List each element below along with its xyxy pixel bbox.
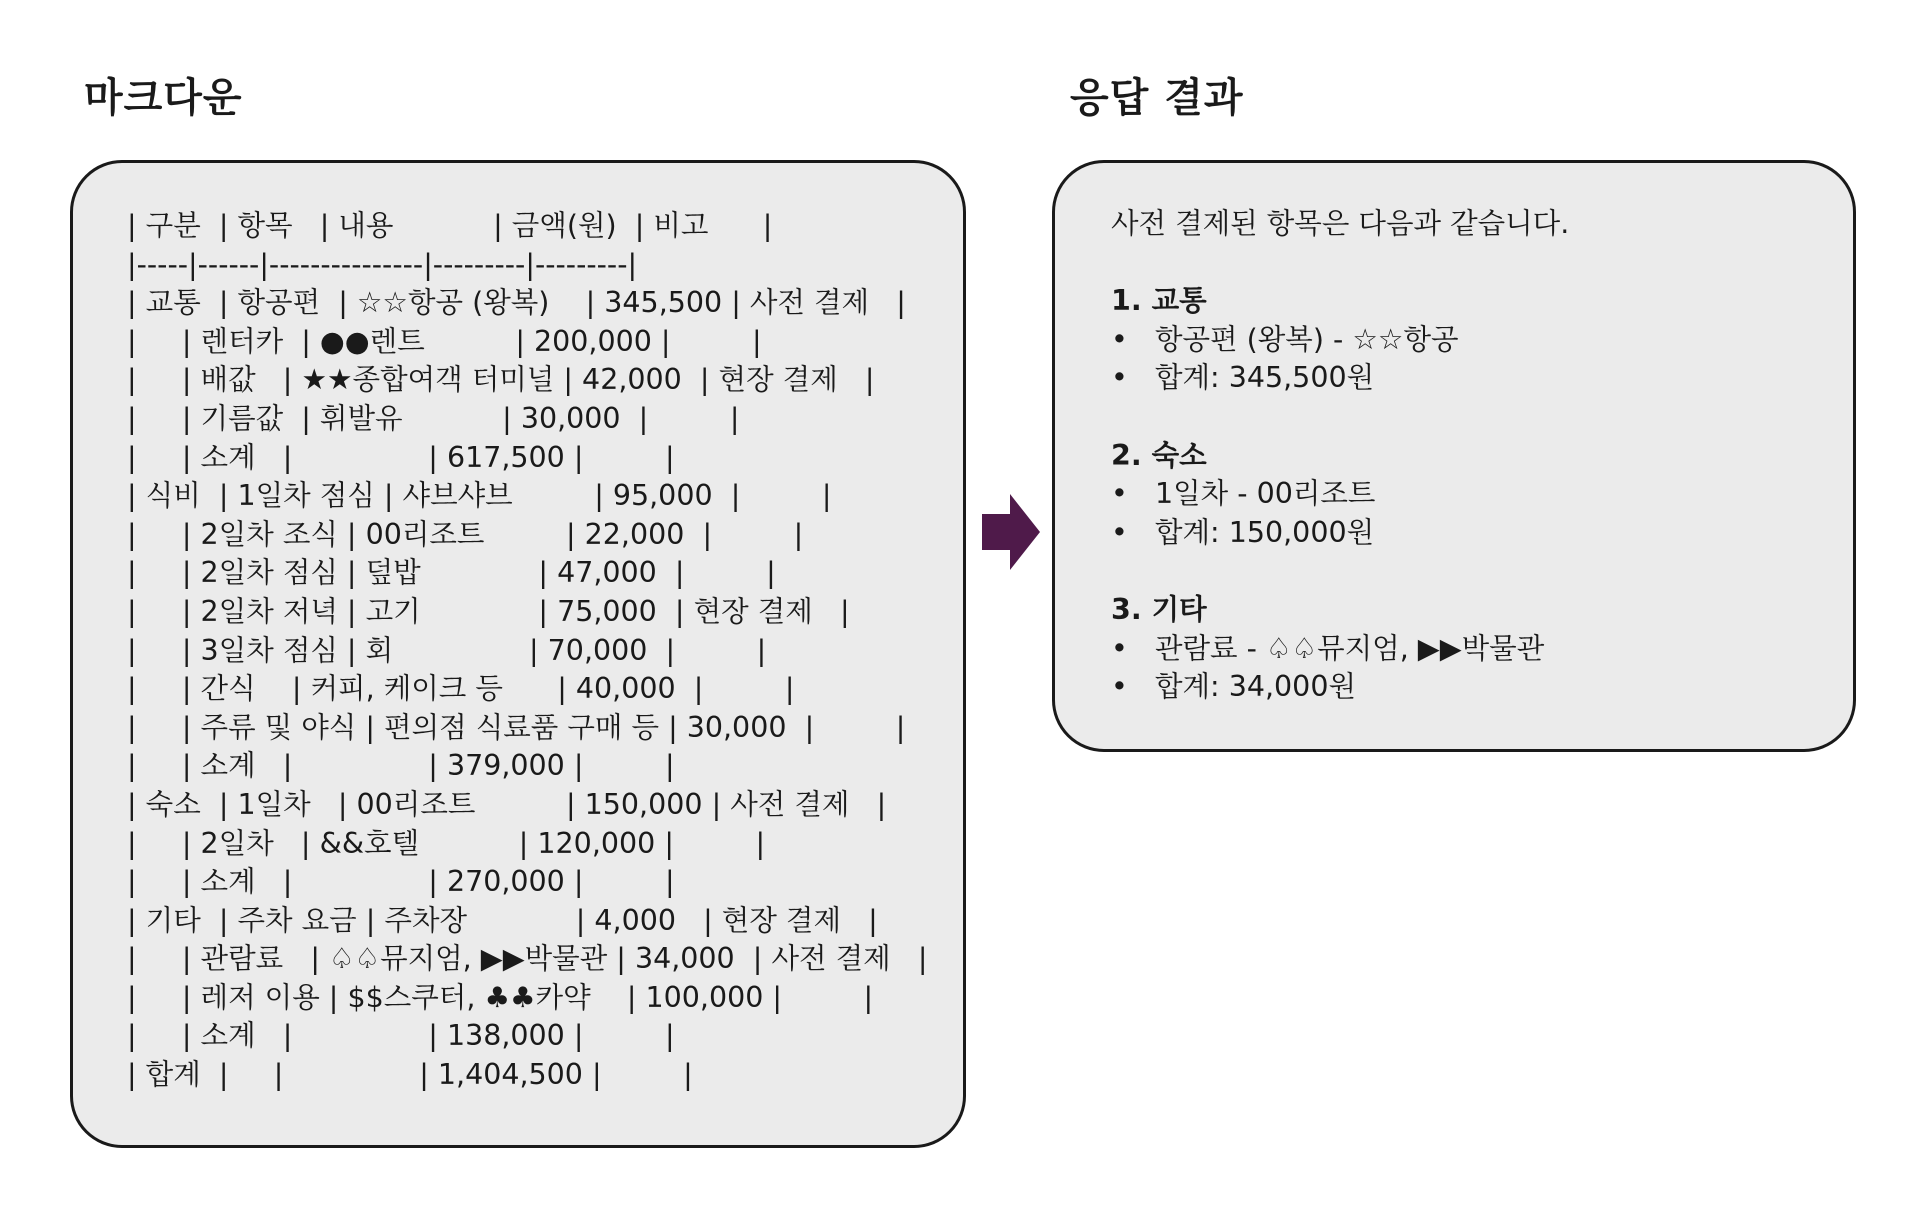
markdown-line: | 구분 | 항목 | 내용 | 금액(원) | 비고 | [127,209,773,242]
bullet-icon: • [1111,515,1128,549]
list-item [1111,359,1853,398]
list-item [1111,630,1853,669]
list-item [1111,475,1853,514]
markdown-line: | 기타 | 주차 요금 | 주차장 | 4,000 | 현장 결제 | [127,903,878,937]
bullet-icon: • [1111,322,1128,356]
response-heading: 응답 결과 [1070,75,1244,121]
bullet-icon: • [1111,670,1128,704]
bullet-icon: • [1111,631,1128,665]
response-panel [1052,160,1856,752]
markdown-line: | | 레저 이용 | $$스쿠터, ♣♣카약 | 100,000 | | [127,980,874,1014]
markdown-line: | | 소계 | | 617,500 | | [127,440,675,474]
response-intro: 사전 결제된 항목은 다음과 같습니다. [1111,207,1570,240]
markdown-line: | | 간식 | 커피, 케이크 등 | 40,000 | | [127,672,795,706]
bullet-icon: • [1111,361,1128,395]
markdown-line: | | 기름값 | 휘발유 | 30,000 | | [127,401,740,435]
markdown-line: | | 2일차 조식 | 00리조트 | 22,000 | | [127,517,804,551]
markdown-heading: 마크다운 [84,75,243,121]
right-arrow-shape [982,494,1040,570]
markdown-line: | 합계 | | | 1,404,500 | | [127,1058,693,1092]
list-item-text: 1일차 - 00리조트 [1155,477,1376,511]
markdown-line: | | 2일차 | &&호텔 | 120,000 | | [127,826,766,860]
markdown-line: | | 3일차 점심 | 회 | 70,000 | | [127,633,767,667]
list-item-text: 합계: 34,000원 [1155,670,1356,704]
list-item-text: 항공편 (왕복) - ☆☆항공 [1155,322,1459,356]
response-section [1111,437,1853,553]
markdown-line: | | 배값 | ★★종합여객 터미널 | 42,000 | 현장 결제 | [127,363,875,397]
list-item [1111,321,1853,360]
markdown-line: | | 주류 및 야식 | 편의점 식료품 구매 등 | 30,000 | | [127,710,906,744]
markdown-line: | | 소계 | | 379,000 | | [127,749,675,783]
markdown-line: | | 2일차 점심 | 덮밥 | 47,000 | | [127,556,776,590]
section-title: 3. 기타 [1111,592,1207,626]
list-item [1111,668,1853,707]
section-title: 2. 숙소 [1111,438,1207,472]
markdown-line: | 숙소 | 1일차 | 00리조트 | 150,000 | 사전 결제 | [127,787,887,821]
markdown-line: | | 소계 | | 270,000 | | [127,865,675,899]
response-section [1111,591,1853,707]
list-item-text: 합계: 150,000원 [1155,515,1375,549]
markdown-line: | 교통 | 항공편 | ☆☆항공 (왕복) | 345,500 | 사전 결제 | [127,286,906,320]
markdown-line: | | 렌터카 | ●●렌트 | 200,000 | | [127,324,762,358]
markdown-line: | 식비 | 1일차 점심 | 샤브샤브 | 95,000 | | [127,479,832,513]
right-arrow-icon [982,494,1040,570]
markdown-line: | | 2일차 저녁 | 고기 | 75,000 | 현장 결제 | [127,594,850,628]
list-item-text: 합계: 345,500원 [1155,361,1375,395]
list-item-text: 관람료 - ♤♤뮤지엄, ▶▶박물관 [1155,631,1545,665]
response-section [1111,282,1853,398]
markdown-line: |-----|------|---------------|---------|---------| [127,247,638,281]
list-item [1111,514,1853,553]
markdown-panel [70,160,966,1148]
markdown-line: | | 소계 | | 138,000 | | [127,1019,675,1053]
section-title: 1. 교통 [1111,284,1207,318]
markdown-line: | | 관람료 | ♤♤뮤지엄, ▶▶박물관 | 34,000 | 사전 결제 | [127,942,928,976]
bullet-icon: • [1111,477,1128,511]
